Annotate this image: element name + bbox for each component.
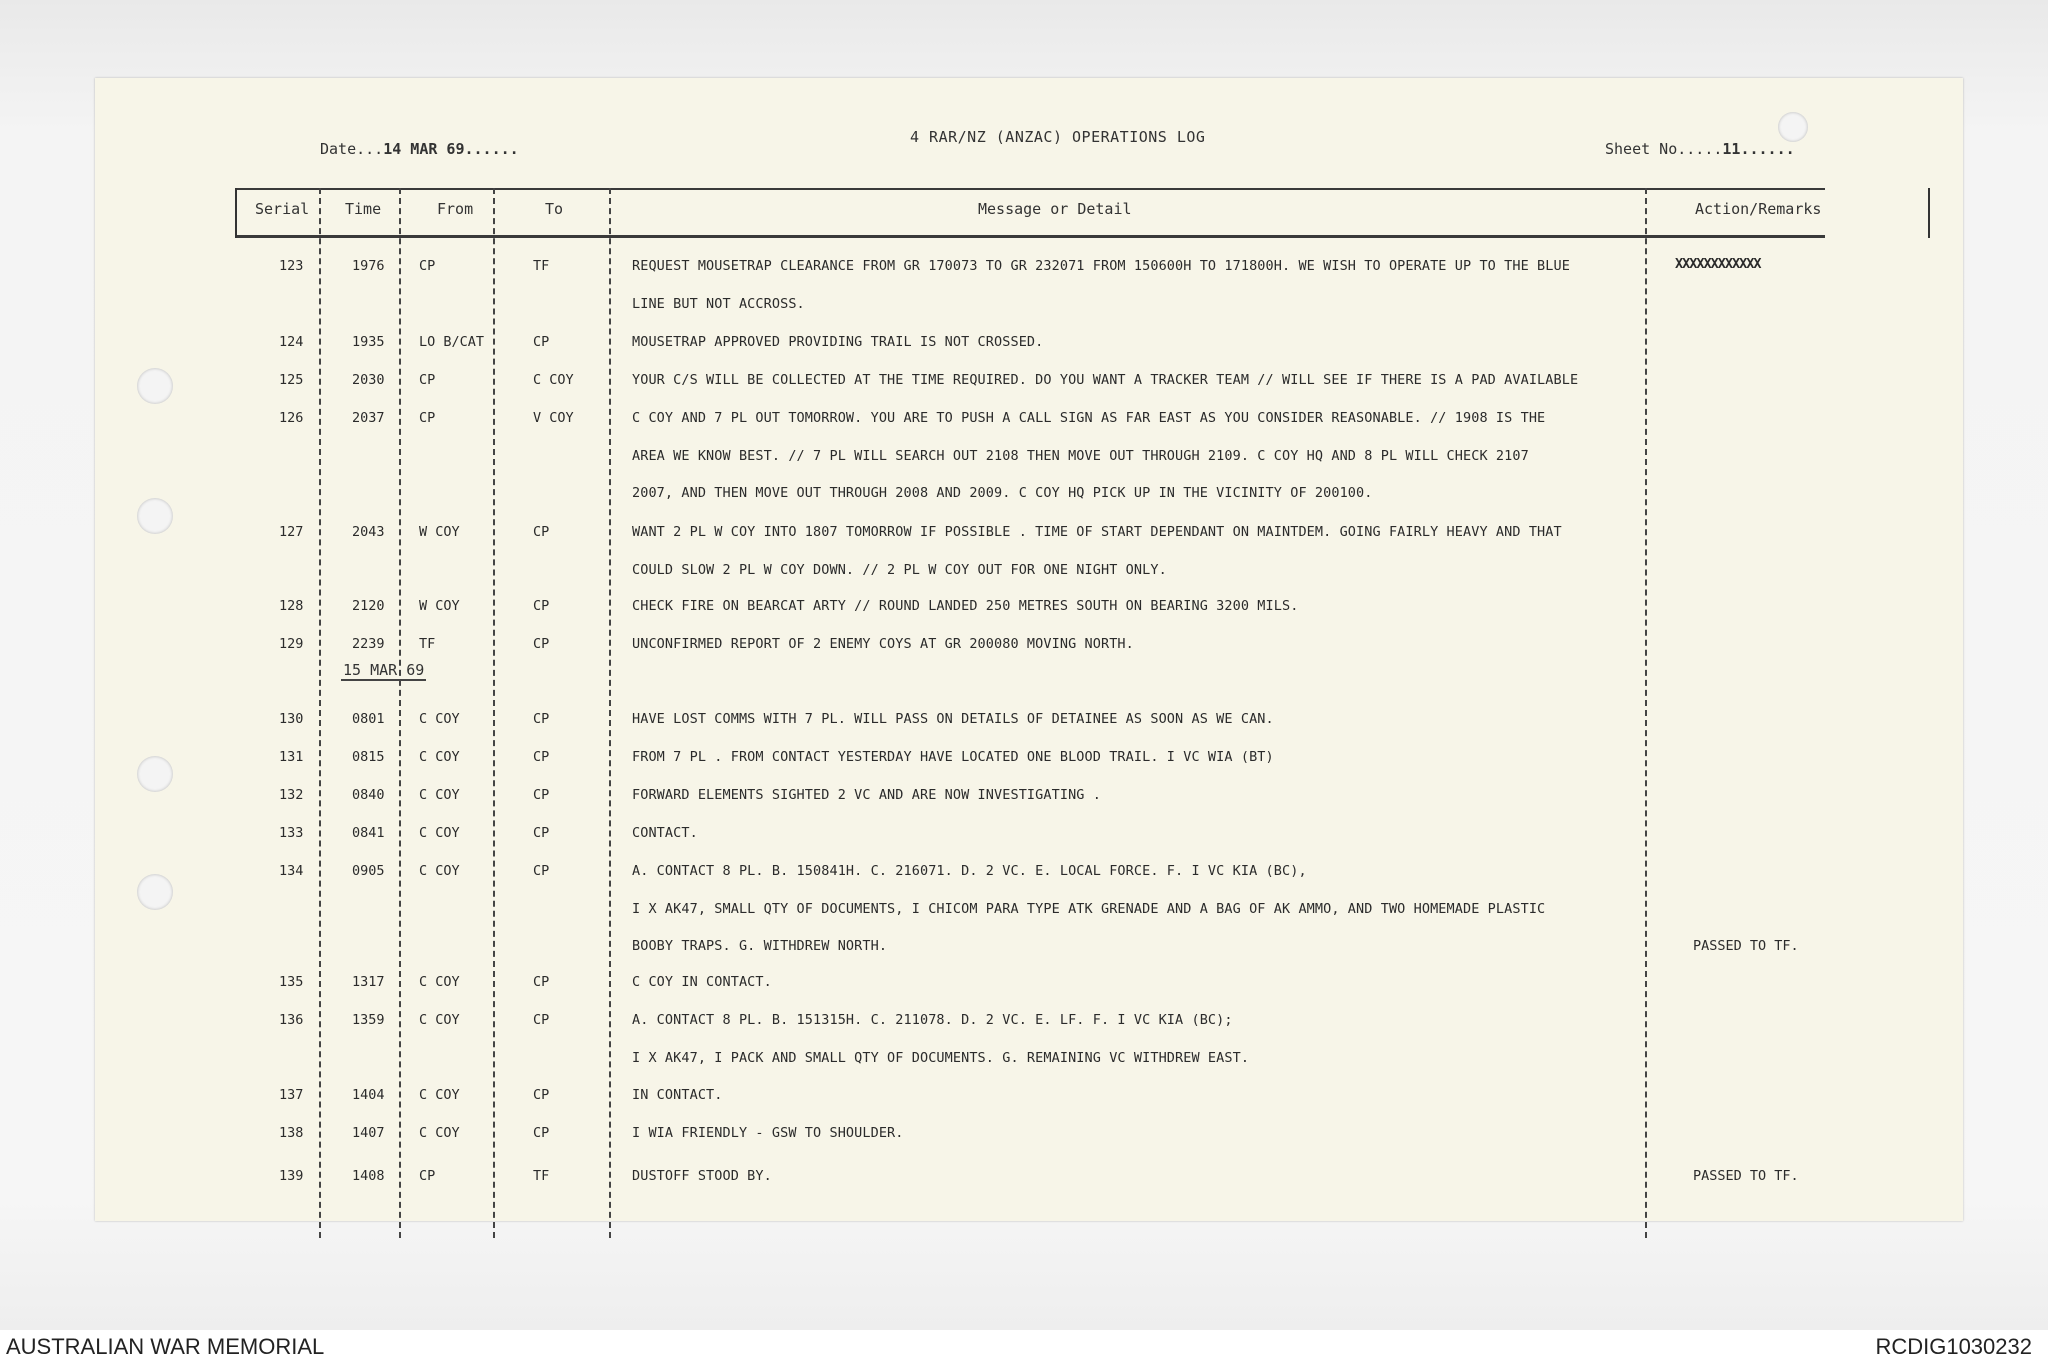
entry-from: C COY [419,863,460,879]
entry-from: TF [419,636,436,652]
punch-hole [137,498,173,534]
entry-serial: 129 [279,636,304,652]
entry-message-line: I WIA FRIENDLY - GSW TO SHOULDER. [632,1125,904,1141]
entry-time: 0905 [352,863,385,879]
entry-from: C COY [419,1012,460,1028]
col-to-header: To [545,200,564,218]
entry-from: CP [419,258,436,274]
entry-time: 0815 [352,749,385,765]
entry-message-line: REQUEST MOUSETRAP CLEARANCE FROM GR 170073 TO GR 232071 FROM 150600H TO 171800H. WE WISH TO OPERATE UP TO THE BLUE [632,258,1570,274]
entry-message-line: FORWARD ELEMENTS SIGHTED 2 VC AND ARE NOW INVESTIGATING . [632,787,1101,803]
entry-remark: XXXXXXXXXXXX [1675,256,1761,272]
entry-message-line: WANT 2 PL W COY INTO 1807 TOMORROW IF POSSIBLE . TIME OF START DEPENDANT ON MAINTDEM. GOING FAIRLY HEAVY AND THAT [632,524,1562,540]
entry-serial: 130 [279,711,304,727]
entry-to: CP [533,787,550,803]
sheet-number: Sheet No.....11...... [1605,140,1795,158]
entry-message-line: C COY IN CONTACT. [632,974,772,990]
entry-serial: 139 [279,1168,304,1184]
header-bottom-rule [235,235,1825,238]
entry-serial: 135 [279,974,304,990]
entry-time: 1317 [352,974,385,990]
entry-to: CP [533,863,550,879]
entry-time: 2037 [352,410,385,426]
entry-to: CP [533,749,550,765]
entry-time: 2043 [352,524,385,540]
entry-message-line: C COY AND 7 PL OUT TOMORROW. YOU ARE TO PUSH A CALL SIGN AS FAR EAST AS YOU CONSIDER REASONABLE. // 1908 IS THE [632,410,1546,426]
entry-to: C COY [533,372,574,388]
entry-to: CP [533,1012,550,1028]
table-top-rule [235,188,1825,190]
entry-to: CP [533,974,550,990]
entry-message-line: BOOBY TRAPS. G. WITHDREW NORTH. [632,938,888,954]
entry-serial: 123 [279,258,304,274]
entry-message-line: MOUSETRAP APPROVED PROVIDING TRAIL IS NOT CROSSED. [632,334,1044,350]
entry-from: CP [419,372,436,388]
entry-to: CP [533,1087,550,1103]
col-remarks-header: Action/Remarks [1695,200,1822,218]
column-rule [493,188,495,1238]
entry-time: 0801 [352,711,385,727]
entry-time: 2239 [352,636,385,652]
date-separator: 15 MAR 69 [343,661,425,679]
entry-from: W COY [419,524,460,540]
entry-message-line: YOUR C/S WILL BE COLLECTED AT THE TIME REQUIRED. DO YOU WANT A TRACKER TEAM // WILL SEE IF THERE IS A PAD AVAILABLE [632,372,1579,388]
entry-from: C COY [419,787,460,803]
column-rule [1645,188,1647,1238]
entry-serial: 138 [279,1125,304,1141]
entry-serial: 125 [279,372,304,388]
entry-message-line: I X AK47, I PACK AND SMALL QTY OF DOCUMENTS. G. REMAINING VC WITHDREW EAST. [632,1049,1250,1066]
entry-message-line: HAVE LOST COMMS WITH 7 PL. WILL PASS ON DETAILS OF DETAINEE AS SOON AS WE CAN. [632,711,1274,727]
entry-serial: 134 [279,863,304,879]
column-rule [319,188,321,1238]
punch-hole [1778,112,1808,142]
entry-to: CP [533,598,550,614]
entry-from: C COY [419,974,460,990]
entry-from: CP [419,410,436,426]
column-rule [1928,188,1930,238]
entry-message-line: 2007, AND THEN MOVE OUT THROUGH 2008 AND 2009. C COY HQ PICK UP IN THE VICINITY OF 200100. [632,485,1373,501]
entry-from: LO B/CAT [419,334,485,350]
entry-message-line: CONTACT. [632,825,698,841]
entry-remark: PASSED TO TF. [1693,938,1799,954]
col-time-header: Time [345,200,382,218]
entry-time: 2120 [352,598,385,614]
entry-serial: 127 [279,524,304,540]
entry-time: 0841 [352,825,385,841]
entry-serial: 131 [279,749,304,765]
entry-time: 0840 [352,787,385,803]
column-rule [235,188,237,238]
entry-serial: 132 [279,787,304,803]
entry-from: C COY [419,1125,460,1141]
entry-from: C COY [419,825,460,841]
entry-from: CP [419,1168,436,1184]
entry-message-line: LINE BUT NOT ACCROSS. [632,295,805,312]
punch-hole [137,874,173,910]
entry-time: 1408 [352,1168,385,1184]
entry-from: C COY [419,711,460,727]
entry-serial: 133 [279,825,304,841]
entry-serial: 137 [279,1087,304,1103]
punch-hole [137,368,173,404]
entry-message-line: CHECK FIRE ON BEARCAT ARTY // ROUND LANDED 250 METRES SOUTH ON BEARING 3200 MILS. [632,598,1299,614]
col-message-header: Message or Detail [978,200,1132,218]
column-rule [399,188,401,1238]
entry-to: CP [533,334,550,350]
entry-message-line: FROM 7 PL . FROM CONTACT YESTERDAY HAVE LOCATED ONE BLOOD TRAIL. I VC WIA (BT) [632,749,1274,765]
entry-to: CP [533,711,550,727]
entry-to: TF [533,1168,550,1184]
entry-message-line: A. CONTACT 8 PL. B. 151315H. C. 211078. D. 2 VC. E. LF. F. I VC KIA (BC); [632,1012,1233,1028]
entry-from: C COY [419,1087,460,1103]
entry-serial: 126 [279,410,304,426]
entry-to: CP [533,636,550,652]
entry-to: CP [533,524,550,540]
punch-hole [137,756,173,792]
entry-message-line: AREA WE KNOW BEST. // 7 PL WILL SEARCH OUT 2108 THEN MOVE OUT THROUGH 2109. C COY HQ AND 8 PL WILL CHECK 2107 [632,447,1529,464]
entry-time: 1935 [352,334,385,350]
entry-from: W COY [419,598,460,614]
entry-time: 1976 [352,258,385,274]
operations-log-sheet [95,78,1963,1221]
entry-remark: PASSED TO TF. [1693,1168,1799,1184]
entry-to: CP [533,825,550,841]
col-from-header: From [437,200,474,218]
footer-source: AUSTRALIAN WAR MEMORIAL [6,1334,325,1359]
entry-from: C COY [419,749,460,765]
entry-serial: 128 [279,598,304,614]
entry-message-line: UNCONFIRMED REPORT OF 2 ENEMY COYS AT GR 200080 MOVING NORTH. [632,636,1134,652]
entry-time: 1407 [352,1125,385,1141]
entry-message-line: I X AK47, SMALL QTY OF DOCUMENTS, I CHICOM PARA TYPE ATK GRENADE AND A BAG OF AK AMMO, AND TWO HOMEMADE PLASTIC [632,900,1546,917]
log-date: Date...14 MAR 69...... [320,140,519,158]
entry-to: V COY [533,410,574,426]
footer-id: RCDIG1030232 [1875,1334,2032,1359]
entry-serial: 124 [279,334,304,350]
entry-to: CP [533,1125,550,1141]
entry-serial: 136 [279,1012,304,1028]
entry-message-line: DUSTOFF STOOD BY. [632,1168,772,1184]
column-rule [609,188,611,1238]
page-title: 4 RAR/NZ (ANZAC) OPERATIONS LOG [910,128,1206,146]
entry-to: TF [533,258,550,274]
entry-message-line: COULD SLOW 2 PL W COY DOWN. // 2 PL W COY OUT FOR ONE NIGHT ONLY. [632,561,1167,578]
entry-time: 1404 [352,1087,385,1103]
entry-time: 2030 [352,372,385,388]
col-serial-header: Serial [255,200,310,218]
entry-message-line: A. CONTACT 8 PL. B. 150841H. C. 216071. D. 2 VC. E. LOCAL FORCE. F. I VC KIA (BC), [632,863,1307,879]
entry-time: 1359 [352,1012,385,1028]
entry-message-line: IN CONTACT. [632,1087,723,1103]
